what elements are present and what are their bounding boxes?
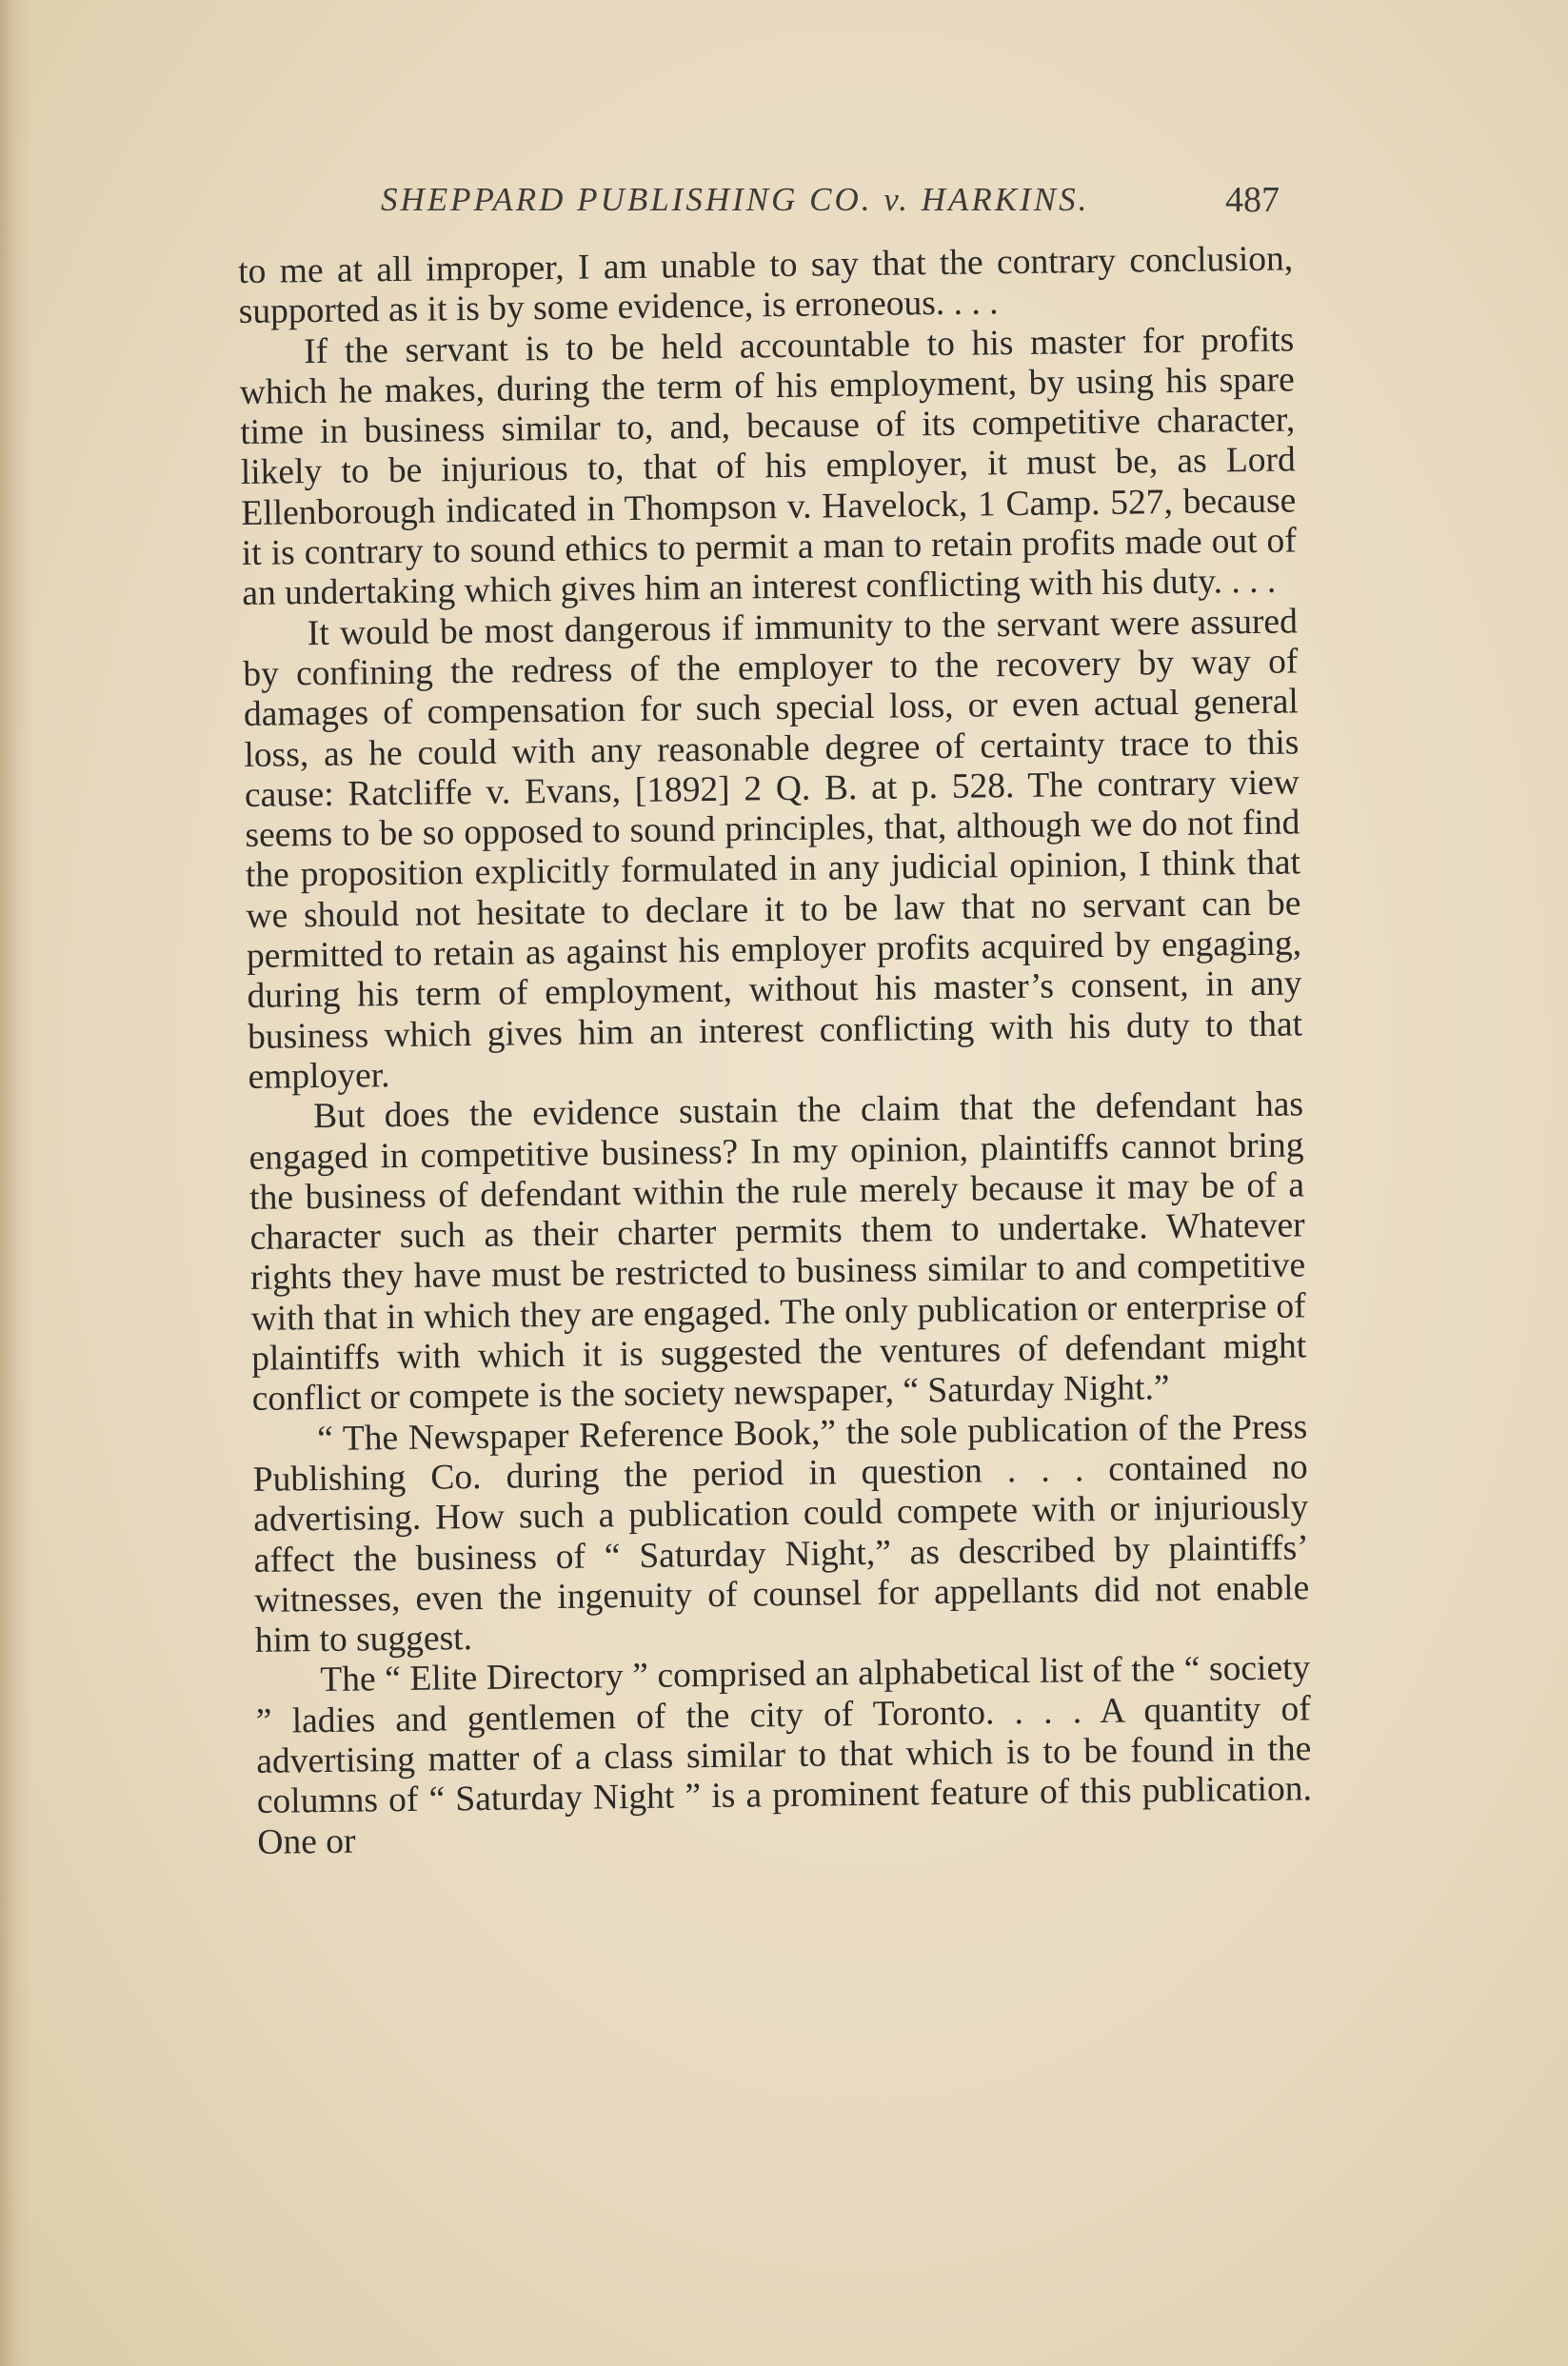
paragraph-elite-directory: The “ Elite Directory ” comprised an alphabetical list of the “ society ” ladies and gentlemen of the city of Toronto. . . . A quantity of advertising matter of a class similar to that which is to be found in the columns of “ Saturday Night ” is a prominent feature of this publication. One or — [255, 1648, 1313, 1862]
paragraph-immunity: It would be most dangerous if immunity to the servant were assured by confining the redress of the employer to the recovery by way of damages of compensation for such special loss, or even actual general loss, as he could with any reasonable degree of certainty trace to this cause: Ratcliffe v. Evans, [1892] 2 Q. B. at p. 528. The contrary view seems to be so opposed to sound principles, that, although we do not find the proposition explicitly formulated in any judicial opinion, I think that we should not hesitate to declare it to be law that no servant can be permitted to retain as against his employer profits acquired by engaging, during his term of employment, without his master’s consent, in any business which gives him an interest conflicting with his duty to that employer. — [243, 602, 1303, 1097]
running-head: SHEPPARD PUBLISHING CO. v. HARKINS. — [381, 181, 1090, 218]
page-header — [381, 175, 1295, 232]
body-text — [238, 239, 1313, 1862]
paragraph-newspaper-reference-book: “ The Newspaper Reference Book,” the sole publication of the Press Publishing Co. during the period in question . . . contained no advertising. How such a publication could compete with or injuriously affect the business of “ Saturday Night,” as described by plaintiffs’ witnesses, even the ingenuity of counsel for appellants did not enable him to suggest. — [252, 1406, 1310, 1660]
paragraph-competitive-business: But does the evidence sustain the claim that the defendant has engaged in competitive business? In my opinion, plaintiffs cannot bring the business of defendant within the rule merely because it may be of a character such as their charter permits them to undertake. Whatever rights they have must be restricted to business similar to and competitive with that in which they are engaged. The only publication or enterprise of plaintiffs with which it is suggested the ventures of defendant might conflict or compete is the society newspaper, “ Saturday Night.” — [248, 1084, 1307, 1420]
gutter-shadow — [0, 0, 32, 2366]
paragraph-servant-accountable: If the servant is to be held accountable to his master for profits which he makes, during the term of his employment, by using his spare time in business similar to, and, because of its competitive character, likely to be injurious to, that of his employer, it must be, as Lord Ellenborough indicated in Thompson v. Havelock, 1 Camp. 527, because it is contrary to sound ethics to permit a man to retain profits made out of an undertaking which gives him an interest conflicting with his duty. . . . — [239, 320, 1298, 614]
page-number: 487 — [1225, 180, 1280, 220]
paragraph-continued: to me at all improper, I am unable to say that the contrary conclusion, supported as it is by some evidence, is erroneous. . . . — [238, 239, 1294, 332]
